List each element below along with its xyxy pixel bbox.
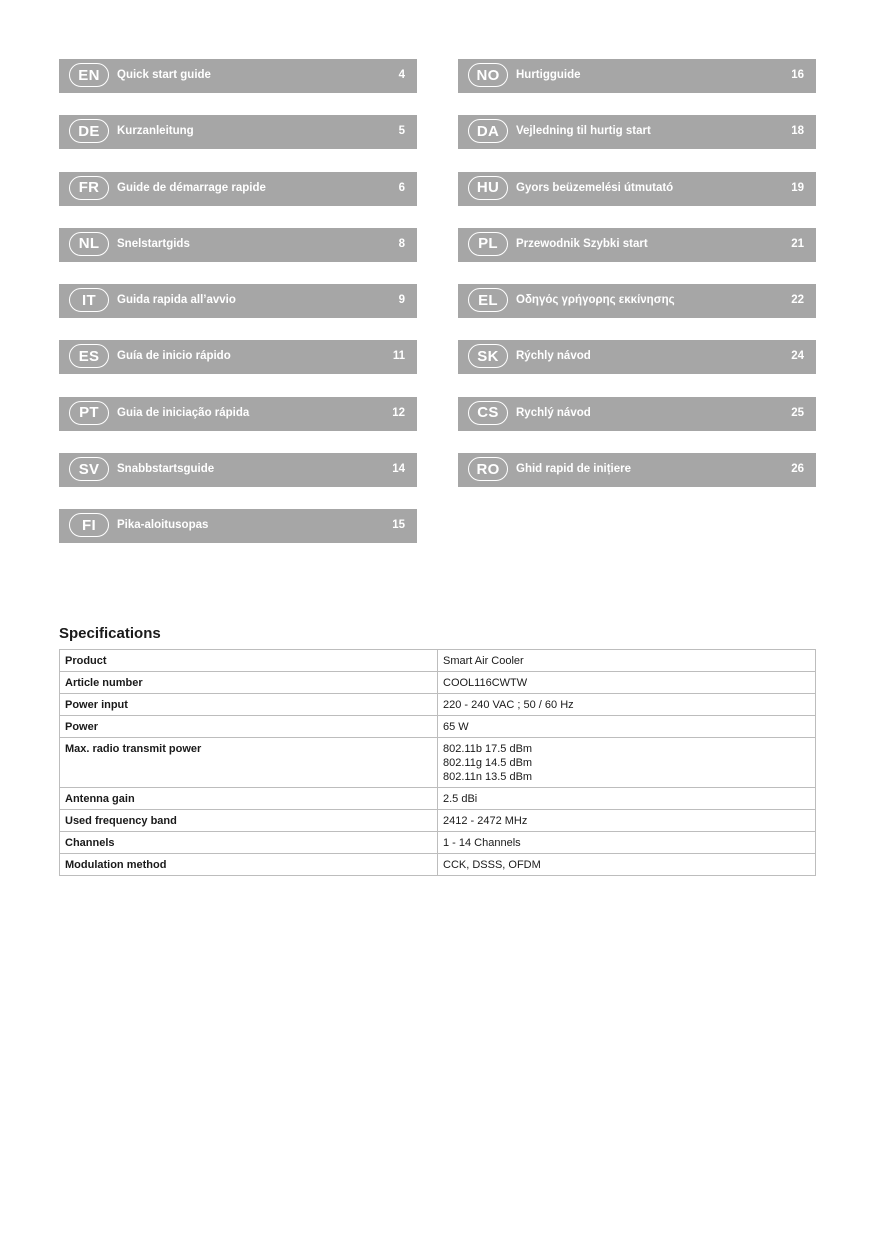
toc-entry-page: 6	[398, 181, 405, 194]
toc-entry-el[interactable]	[458, 284, 816, 318]
spec-value: COOL116CWTW	[438, 672, 816, 694]
toc-entry-page: 16	[791, 69, 804, 81]
toc-entry-it[interactable]	[59, 284, 417, 318]
toc-entry-page: 11	[392, 350, 405, 363]
spec-label: Power input	[60, 694, 438, 716]
spec-value-line: 802.11b 17.5 dBm	[443, 743, 533, 755]
toc-entry-page: 9	[398, 294, 405, 307]
table-row	[60, 810, 816, 832]
table-row	[60, 672, 816, 694]
spec-label: Power	[60, 716, 438, 738]
table-row	[60, 738, 816, 788]
spec-value	[438, 738, 816, 788]
spec-label: Modulation method	[60, 854, 438, 876]
toc-entry-title: Snelstartgids	[117, 237, 190, 250]
toc-entry-title: Οδηγός γρήγορης εκκίνησης	[516, 294, 675, 307]
language-code-badge: SV	[69, 457, 109, 481]
toc-entry-title: Gyors beüzemelési útmutató	[516, 181, 674, 194]
spec-label: Channels	[60, 832, 438, 854]
spec-value: 2412 - 2472 MHz	[438, 810, 816, 832]
table-row	[60, 832, 816, 854]
language-code-badge: DA	[468, 119, 508, 143]
language-code-badge: ES	[69, 344, 109, 368]
spec-value-line: 802.11g 14.5 dBm	[443, 757, 533, 769]
toc-entry-title: Kurzanleitung	[117, 125, 194, 138]
toc-left-column	[59, 59, 417, 566]
toc-entry-page: 18	[791, 125, 804, 138]
toc-entry-page: 24	[791, 350, 804, 363]
toc-entry-hu[interactable]	[458, 172, 816, 206]
table-row	[60, 650, 816, 672]
language-code-badge: PT	[69, 401, 109, 425]
toc-entry-title: Guía de inicio rápido	[117, 350, 231, 363]
specifications-heading: Specifications	[59, 625, 161, 642]
toc-entry-es[interactable]	[59, 340, 417, 374]
spec-label: Article number	[60, 672, 438, 694]
language-code-badge: EL	[468, 288, 508, 312]
specifications-table	[59, 649, 816, 876]
language-code-badge: SK	[468, 344, 508, 368]
toc-right-column	[458, 59, 816, 509]
spec-label: Product	[60, 650, 438, 672]
toc-entry-page: 25	[791, 406, 804, 419]
toc-entry-da[interactable]	[458, 115, 816, 149]
language-code-badge: IT	[69, 288, 109, 312]
toc-entry-page: 12	[392, 406, 405, 419]
toc-entry-ro[interactable]	[458, 453, 816, 487]
spec-value: Smart Air Cooler	[438, 650, 816, 672]
toc-entry-title: Ghid rapid de inițiere	[516, 463, 632, 476]
toc-entry-de[interactable]	[59, 115, 417, 149]
table-row	[60, 694, 816, 716]
toc-entry-page: 22	[791, 294, 804, 307]
toc-entry-page: 5	[398, 125, 405, 138]
toc-entry-title: Rychlý návod	[516, 406, 591, 419]
toc-entry-title: Guia de iniciação rápida	[117, 406, 250, 419]
toc-entry-title: Pika-aloitusopas	[117, 519, 209, 532]
toc-entry-title: Guide de démarrage rapide	[117, 181, 266, 194]
toc-entry-sv[interactable]	[59, 453, 417, 487]
toc-entry-title: Rýchly návod	[516, 350, 591, 363]
toc-entry-cs[interactable]	[458, 397, 816, 431]
toc-entry-title: Snabbstartsguide	[117, 463, 215, 476]
language-code-badge: NO	[468, 63, 508, 87]
toc-entry-sk[interactable]	[458, 340, 816, 374]
language-code-badge: RO	[468, 457, 508, 481]
spec-value: 65 W	[438, 716, 816, 738]
toc-entry-title: Quick start guide	[117, 69, 211, 81]
toc-entry-nl[interactable]	[59, 228, 417, 262]
toc-entry-fi[interactable]	[59, 509, 417, 543]
spec-label: Antenna gain	[60, 788, 438, 810]
toc-entry-fr[interactable]	[59, 172, 417, 206]
language-code-badge: HU	[468, 176, 508, 200]
toc-entry-pl[interactable]	[458, 228, 816, 262]
toc-entry-page: 8	[398, 237, 405, 250]
language-code-badge: FI	[69, 513, 109, 537]
table-row	[60, 854, 816, 876]
language-code-badge: FR	[69, 176, 109, 200]
spec-value-line: 802.11n 13.5 dBm	[443, 771, 533, 783]
toc-entry-page: 15	[392, 519, 405, 532]
spec-value: 2.5 dBi	[438, 788, 816, 810]
toc-entry-page: 26	[791, 463, 804, 476]
spec-value: CCK, DSSS, OFDM	[438, 854, 816, 876]
toc-entry-title: Przewodnik Szybki start	[516, 237, 648, 250]
table-row	[60, 716, 816, 738]
toc-entry-pt[interactable]	[59, 397, 417, 431]
toc-entry-page: 14	[392, 463, 405, 476]
toc-entry-page: 4	[398, 69, 405, 81]
language-code-badge: EN	[69, 63, 109, 87]
spec-label: Used frequency band	[60, 810, 438, 832]
language-code-badge: PL	[468, 232, 508, 256]
toc-entry-en[interactable]	[59, 59, 417, 93]
toc-entry-title: Guida rapida all’avvio	[117, 294, 236, 307]
language-code-badge: CS	[468, 401, 508, 425]
toc-entry-page: 21	[791, 237, 804, 250]
language-code-badge: DE	[69, 119, 109, 143]
spec-value: 1 - 14 Channels	[438, 832, 816, 854]
toc-entry-no[interactable]	[458, 59, 816, 93]
toc-entry-page: 19	[791, 181, 804, 194]
table-row	[60, 788, 816, 810]
spec-value: 220 - 240 VAC ; 50 / 60 Hz	[438, 694, 816, 716]
spec-label: Max. radio transmit power	[60, 738, 438, 788]
language-code-badge: NL	[69, 232, 109, 256]
toc-entry-title: Hurtigguide	[516, 69, 581, 81]
toc-entry-title: Vejledning til hurtig start	[516, 125, 651, 138]
